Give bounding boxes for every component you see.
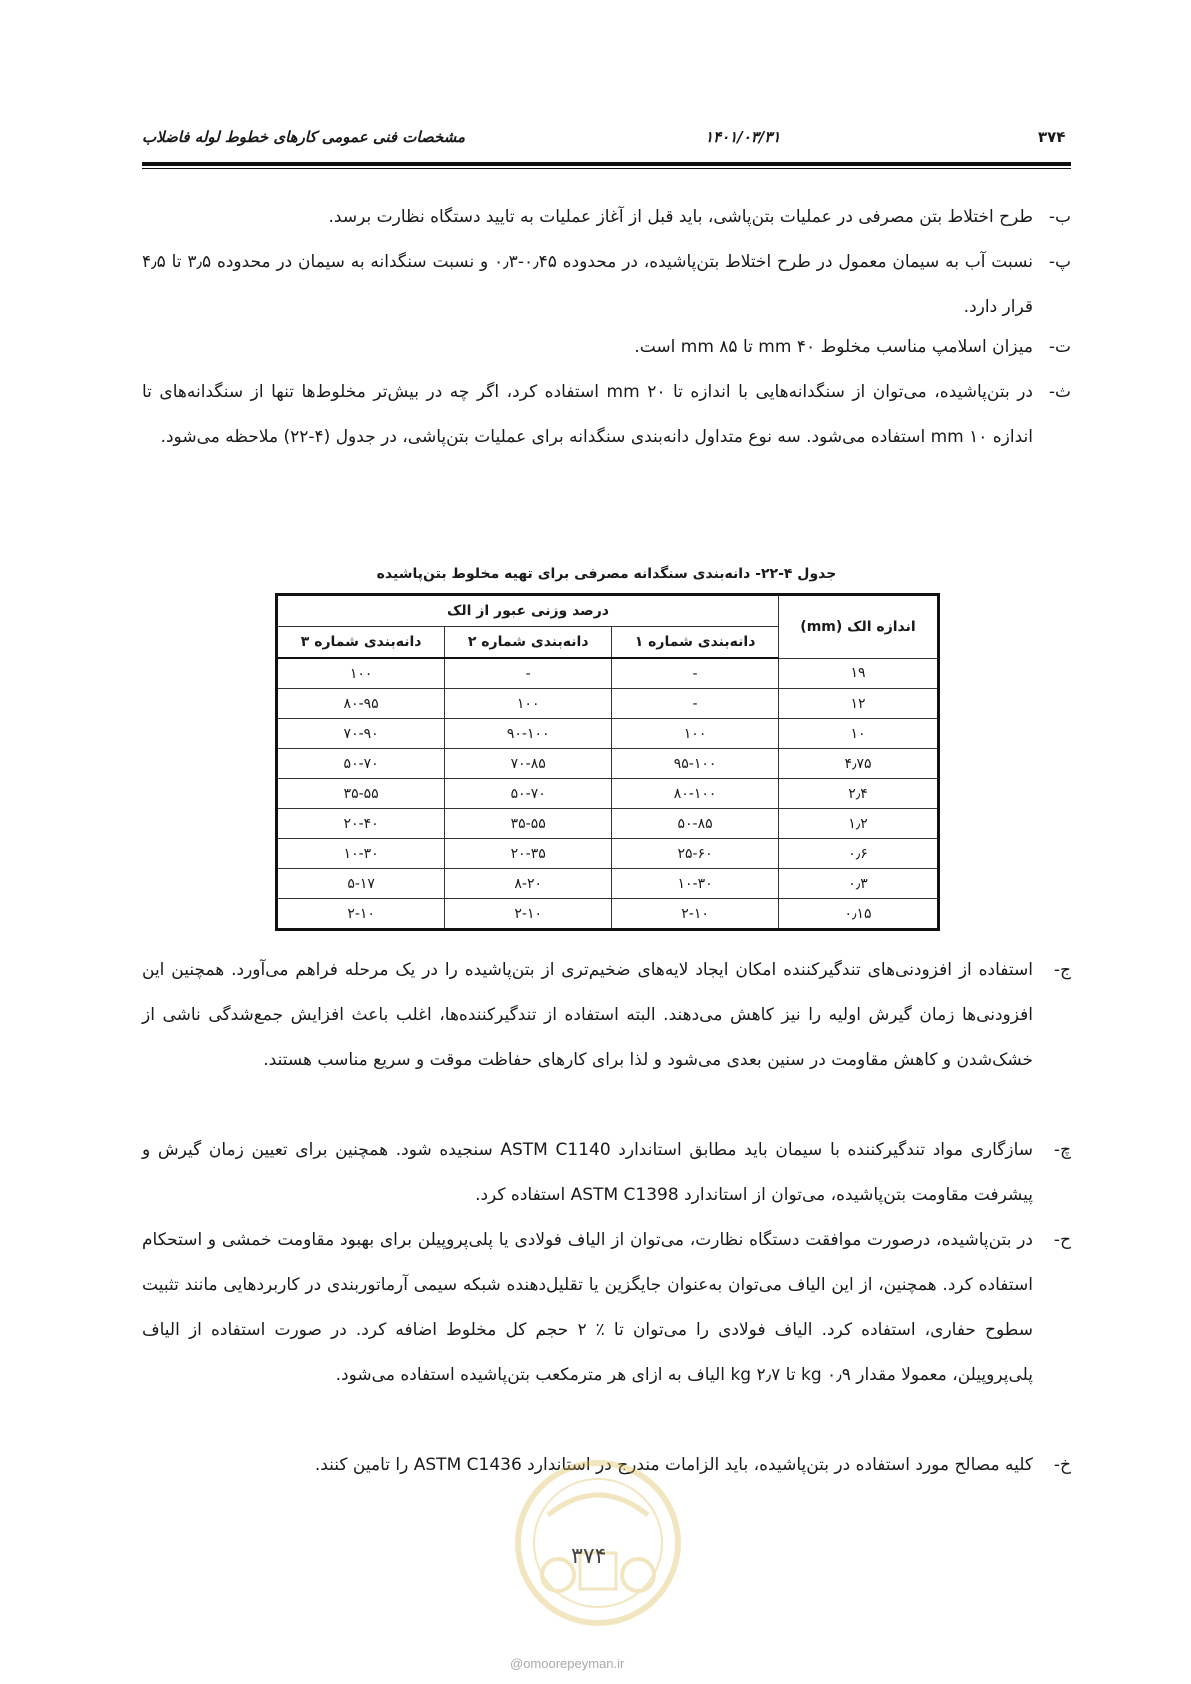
paragraph-text: سازگاری مواد تندگیرکننده با سیمان باید مطابق استاندارد ASTM C1140 سنجیده شود. همچنین برای تعیین زمان گیرش و پیشرفت مقاومت بتن‌پاشیده، می‌توان از استاندارد ASTM C1398 استفاده کرد. [142,1140,1034,1205]
cell-sieve: ۲٫۴ [779,779,939,809]
header-rule-thin [142,168,1071,169]
table-row [277,689,939,719]
cell-g2: ۵۰-۷۰ [445,779,612,809]
cell-g1: ۸۰-۱۰۰ [612,779,779,809]
cell-sieve: ۱۲ [779,689,939,719]
list-marker: چ- [1053,1140,1071,1160]
cell-g3: ۸۰-۹۵ [277,689,445,719]
cell-g3: ۱۰۰ [277,658,445,689]
table-row [277,779,939,809]
paragraph-text: استفاده از افزودنی‌های تندگیرکننده امکان ایجاد لایه‌های ضخیم‌تری از بتن‌پاشیده را در یک مرحله فراهم می‌آورد. همچنین این افزودنی‌ها زمان گیرش اولیه را نیز کاهش می‌دهند. البته استفاده از تندگیرکننده‌ها، اغلب باعث افزایش جمع‌شدگی ناشی از خشک‌شدن و کاهش مقاومت در سنین بعدی می‌شود و لذا برای کارهای حفاظت موقت و سریع مناسب هستند. [142,960,1033,1070]
paragraph-text: طرح اختلاط بتن مصرفی در عملیات بتن‌پاشی، باید قبل از آغاز عملیات به تایید دستگاه نظارت برسد. [328,207,1033,227]
paragraph-ch [142,1128,1071,1218]
paragraph-h [142,1218,1071,1398]
footer-page-number: ۳۷۴ [571,1544,607,1569]
cell-sieve: ۰٫۳ [779,869,939,899]
cell-g3: ۵-۱۷ [277,869,445,899]
header-sieve-size: اندازه الک (mm) [779,595,939,659]
cell-g3: ۳۵-۵۵ [277,779,445,809]
header-gradation-1: دانه‌بندی شماره ۱ [612,627,779,659]
list-marker: ب- [1048,207,1071,227]
list-marker: خ- [1053,1455,1071,1475]
cell-g3: ۷۰-۹۰ [277,719,445,749]
cell-sieve: ۰٫۱۵ [779,899,939,930]
paragraph-text: در بتن‌پاشیده، می‌توان از سنگدانه‌هایی با اندازه تا ۲۰ mm استفاده کرد، اگر چه در بیش‌تر مخلوط‌ها تنها از سنگدانه‌های تا اندازه ۱۰ mm استفاده می‌شود. سه نوع متداول دانه‌بندی سنگدانه برای عملیات بتن‌پاشی، در جدول (۴-۲۲) ملاحظه می‌شود. [142,382,1033,447]
table-row [277,899,939,930]
table-caption: جدول ۴-۲۲- دانه‌بندی سنگدانه مصرفی برای تهیه مخلوط بتن‌پاشیده [376,566,837,582]
table-row [277,719,939,749]
cell-g1: ۲-۱۰ [612,899,779,930]
seal-watermark-icon [498,1455,698,1630]
paragraph-j [142,948,1071,1083]
header-passing-percent: درصد وزنی عبور از الک [277,595,779,627]
gradation-table [275,593,940,931]
cell-g2: ۲-۱۰ [445,899,612,930]
list-marker: ج- [1053,960,1071,980]
table-row [277,839,939,869]
header-date: ۱۴۰۱/۰۳/۳۱ [705,128,781,146]
page-header [142,128,1071,156]
list-marker: ح- [1053,1230,1071,1250]
cell-g2: ۱۰۰ [445,689,612,719]
cell-sieve: ۰٫۶ [779,839,939,869]
paragraph-text: کلیه مصالح مورد استفاده در بتن‌پاشیده، باید الزامات مندرج در استاندارد ASTM C1436 را تامین کنند. [314,1455,1033,1475]
cell-g2: ۲۰-۳۵ [445,839,612,869]
paragraph-p [142,240,1071,330]
cell-sieve: ۱۰ [779,719,939,749]
cell-g1: - [612,689,779,719]
paragraph-t [142,325,1071,370]
cell-g3: ۲۰-۴۰ [277,809,445,839]
paragraph-s [142,370,1071,460]
header-title: مشخصات فنی عمومی کارهای خطوط لوله فاضلاب [142,128,466,146]
table-row [277,658,939,689]
cell-g1: - [612,658,779,689]
cell-g2: ۷۰-۸۵ [445,749,612,779]
paragraph-text: نسبت آب به سیمان معمول در طرح اختلاط بتن‌پاشیده، در محدوده ۰٫۴۵-۰٫۳ و نسبت سنگدانه به سیمان در محدوده ۳٫۵ تا ۴٫۵ قرار دارد. [142,252,1034,317]
cell-g2: - [445,658,612,689]
cell-g3: ۱۰-۳۰ [277,839,445,869]
cell-sieve: ۱٫۲ [779,809,939,839]
footer-site-handle: @omoorepeyman.ir [510,1656,625,1671]
cell-sieve: ۴٫۷۵ [779,749,939,779]
cell-g1: ۵۰-۸۵ [612,809,779,839]
cell-g2: ۸-۲۰ [445,869,612,899]
cell-sieve: ۱۹ [779,658,939,689]
cell-g2: ۳۵-۵۵ [445,809,612,839]
header-rule-thick [142,162,1071,166]
cell-g3: ۲-۱۰ [277,899,445,930]
table-row [277,809,939,839]
table-row [277,869,939,899]
list-marker: پ- [1048,252,1071,272]
cell-g1: ۱۰۰ [612,719,779,749]
cell-g1: ۹۵-۱۰۰ [612,749,779,779]
cell-g2: ۹۰-۱۰۰ [445,719,612,749]
header-gradation-2: دانه‌بندی شماره ۲ [445,627,612,659]
paragraph-text: میزان اسلامپ مناسب مخلوط ۴۰ mm تا ۸۵ mm است. [634,337,1033,357]
cell-g3: ۵۰-۷۰ [277,749,445,779]
cell-g1: ۱۰-۳۰ [612,869,779,899]
header-page-number: ۳۷۴ [1038,128,1066,146]
list-marker: ث- [1048,382,1071,402]
list-marker: ت- [1048,337,1071,357]
paragraph-text: در بتن‌پاشیده، درصورت موافقت دستگاه نظارت، می‌توان از الیاف فولادی یا پلی‌پروپیلن برای بهبود مقاومت خمشی و استحکام استفاده کرد. همچنین، از این الیاف می‌توان به‌عنوان جایگزین یا تقلیل‌دهنده شبکه سیمی آرماتوربندی در کاربردهایی مانند تثبیت سطوح حفاری، استفاده کرد. الیاف فولادی را می‌توان تا ٪ ۲ حجم کل مخلوط اضافه کرد. در صورت استفاده از الیاف پلی‌پروپیلن، معمولا مقدار ۰٫۹ kg تا ۲٫۷ kg الیاف به ازای هر مترمکعب بتن‌پاشیده استفاده می‌شود. [142,1230,1033,1385]
header-gradation-3: دانه‌بندی شماره ۳ [277,627,445,659]
cell-g1: ۲۵-۶۰ [612,839,779,869]
table-row [277,749,939,779]
paragraph-b [142,195,1071,240]
